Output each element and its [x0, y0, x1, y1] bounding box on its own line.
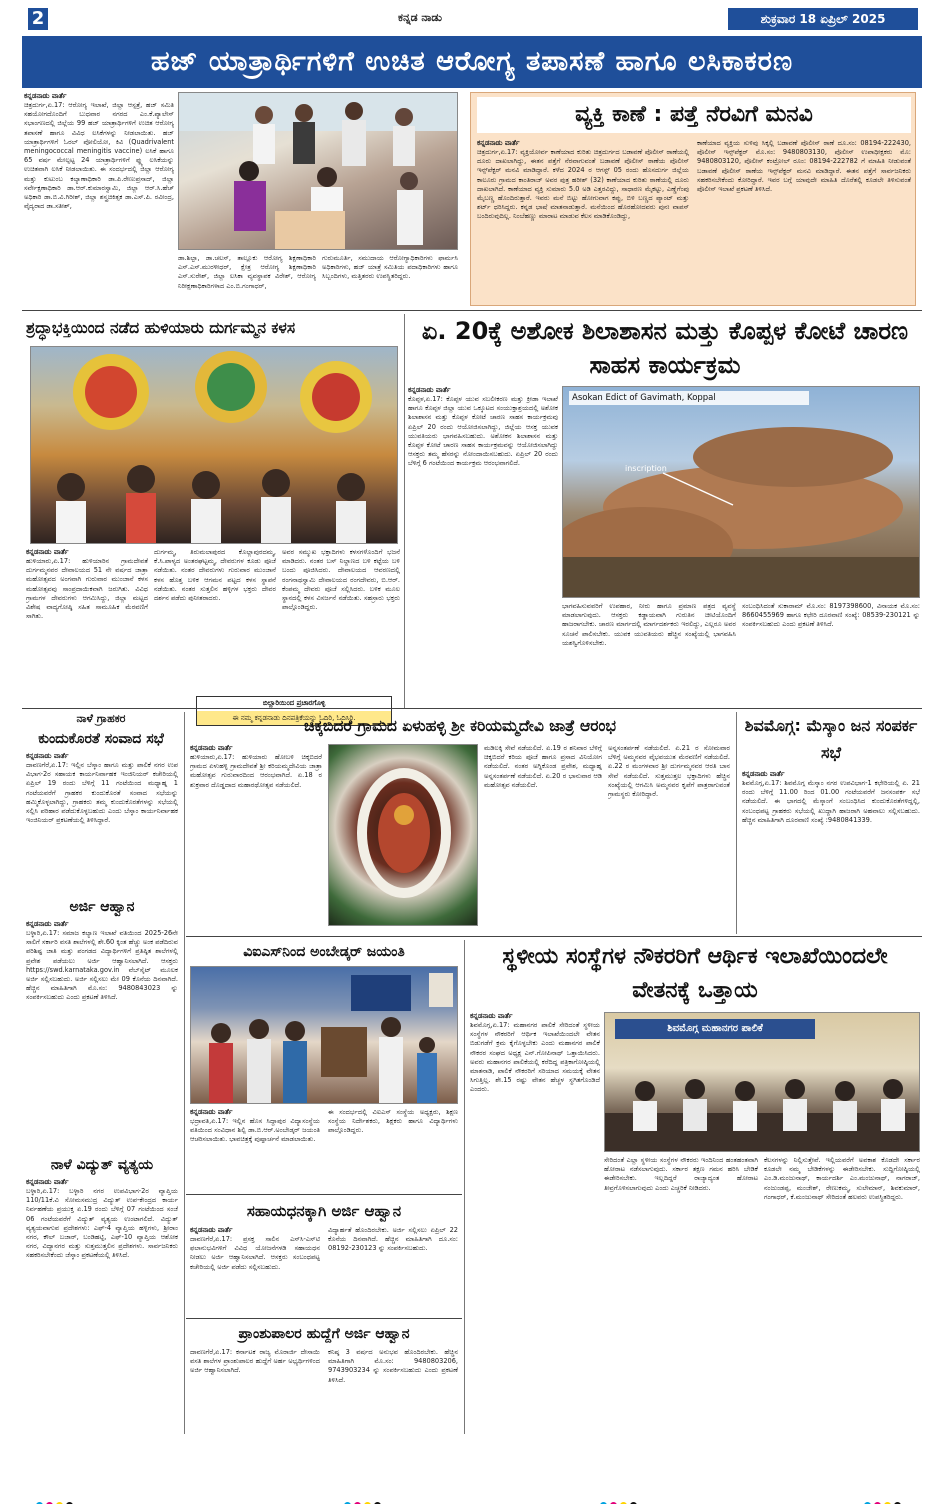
missing-col2: ಕಾಣೆಯಾದ ವ್ಯಕ್ತಿಯ ಸುಳಿವು ಸಿಕ್ಕಲ್ಲಿ ಬಡಾವಣೆ ಪೊಲೀಸ್ ಠಾಣೆ ದೂ.ಸಂ: 08194-222430, ಪೊಲೀಸ್ ಇನ್ಸ್‌ಪೆಕ್ಟರ್ ಮೊ.ಸಂ: 9480803130, ಪೊಲೀಸ್ ಉಪಾಧೀಕ್ಷಕರು ಮೊ: 9480803120, ಪೊಲೀಸ್ ಕಂಟ್ರೋಲ್ ರೂಂ: 08194-222782 ಗೆ ಮಾಹಿತಿ ನೀಡುವಂತೆ ಬಡಾವಣೆ ಪೊಲೀಸ್ ಠಾಣೆಯ ಇನ್ಸ್‌ಪೆಕ್ಟರ್ ಮನವಿ ಮಾಡಿದ್ದಾರೆ. ಈತನ ಪತ್ತೆಗೆ ಸಾರ್ವಜನಿಕರು ಸಹಕರಿಸಬೇಕೆಂದು ಕೋರಿದ್ದಾರೆ. ಇವರ ಬಗ್ಗೆ ಯಾವುದೇ ಮಾಹಿತಿ ದೊರೆತಲ್ಲಿ ಕೂಡಲೇ ತಿಳಿಸುವಂತೆ ಪೊಲೀಸ್ ಇಲಾಖೆ ಪ್ರಕಟಣೆ ತಿಳಿಸಿದೆ.	[697, 139, 911, 194]
ashoka-col2: ಭಾಗವಹಿಸುವವರಿಗೆ ಉಪಹಾರ, ನೀರು ಹಾಗೂ ಪ್ರಮಾಣ ಪತ್ರದ ವ್ಯವಸ್ಥೆ ಮಾಡಲಾಗುವುದು. ಆಸಕ್ತರು ಕಡ್ಡಾಯವಾಗಿ ಗುರುತಿನ ಚೀಟಿಯೊಂದಿಗೆ ಹಾಜರಾಗಬೇಕು. ಚಾರಣ ಮಾರ್ಗದಲ್ಲಿ ಮಾರ್ಗದರ್ಶಕರು ಇರಲಿದ್ದು, ಎಲ್ಲರೂ ಅವರ ಸೂಚನೆ ಪಾಲಿಸಬೇಕು. ಯುವಕ ಯುವತಿಯರು ಹೆಚ್ಚಿನ ಸಂಖ್ಯೆಯಲ್ಲಿ ಭಾಗವಹಿಸಿ ಯಶಸ್ವಿಗೊಳಿಸಬೇಕು.	[562, 602, 736, 647]
principal-headline: ಪ್ರಾಂಶುಪಾಲರ ಹುದ್ದೆಗೆ ಅರ್ಜಿ ಆಹ್ವಾನ	[238, 1326, 410, 1342]
kalasha-photo-illustration	[31, 347, 398, 544]
registration-marks-center-right	[600, 1494, 660, 1504]
bill-title: ಬಿಲ್ಲಾರಿಯಿಂದ ಪ್ರಚಾರಗೊಳ್ಳಿ	[262, 699, 326, 707]
salary-col2: ಸೇರಿದಂತೆ ಎಲ್ಲಾ ಸ್ಥಳೀಯ ಸಂಸ್ಥೆಗಳ ನೌಕರರು ಇಂದಿನಿಂದ ಹಂತಹಂತವಾಗಿ ಹೋರಾಟ ನಡೆಸಲಾಗುವುದು. ಸರ್ಕಾರ ತಕ್ಷಣ ಗಮನ ಹರಿಸಿ ಬೇಡಿಕೆ ಈಡೇರಿಸಬೇಕು. ಇಲ್ಲದಿದ್ದರೆ ರಾಜ್ಯಾದ್ಯಂತ ಹೋರಾಟ ತೀವ್ರಗೊಳಿಸಲಾಗುವುದು ಎಂದು ಎಚ್ಚರಿಕೆ ನೀಡಿದರು.	[604, 1156, 758, 1192]
hajj-photo	[178, 92, 458, 250]
missing-person-box	[470, 92, 916, 306]
byline: ಕನ್ನಡನಾಡು ವಾರ್ತೆ	[742, 770, 785, 778]
vips-photo-illustration	[191, 967, 458, 1104]
salary-photo-illustration	[605, 1013, 920, 1152]
byline: ಕನ್ನಡನಾಡು ವಾರ್ತೆ	[26, 1178, 69, 1186]
article-text: ಶಿವಮೊಗ್ಗ,ಏ.17: ಮಹಾನಗರ ಪಾಲಿಕೆ ಸೇರಿದಂತೆ ಸ್ಥಳೀಯ ಸಂಸ್ಥೆಗಳ ನೌಕರರಿಗೆ ಆರ್ಥಿಕ ಇಲಾಖೆಯಿಂದಲೇ ವೇತನ ಬಿಡುಗಡೆಗೆ ಕ್ರಮ ಕೈಗೊಳ್ಳಬೇಕು ಎಂದು ಮಹಾನಗರ ಪಾಲಿಕೆ ನೌಕರರ ಸಂಘದ ಅಧ್ಯಕ್ಷ ಎನ್.ಗೋಪಿನಾಥ್ ಒತ್ತಾಯಿಸಿದರು. ಅವರು ಮಹಾನಗರ ಪಾಲಿಕೆಯಲ್ಲಿ ಕರೆದಿದ್ದ ಪತ್ರಿಕಾಗೋಷ್ಠಿಯಲ್ಲಿ ಮಾತನಾಡಿ, ಪಾಲಿಕೆ ನೌಕರರಿಗೆ ಸರಿಯಾದ ಸಮಯಕ್ಕೆ ವೇತನ ಸಿಗುತ್ತಿಲ್ಲ. ಶೇ.15 ರಷ್ಟು ವೇತನ ಹೆಚ್ಚಳ ಸ್ಥಗಿತಗೊಂಡಿದೆ ಎಂದರು.	[470, 1021, 600, 1094]
bill-text: ಈ ನಮ್ಮ ಕನ್ನಡನಾಡು ದಿನಪತ್ರಿಕೆಯನ್ನು ಓದಿರಿ, ಓದಿಸಿರಿ.	[197, 711, 391, 725]
grahaka-label: ನಾಳೆ ಗ್ರಾಹಕರ	[76, 712, 126, 725]
grahaka-body	[26, 752, 178, 892]
article-text: ಚಿತ್ರದುರ್ಗ,ಏ.17: ವ್ಯಕ್ತಿಯೋರ್ವ ಕಾಣೆಯಾದ ಕುರಿತು ಚಿತ್ರದುರ್ಗದ ಬಡಾವಣೆ ಪೊಲೀಸ್ ಠಾಣೆಯಲ್ಲಿ ದೂರು ದಾಖಲಾಗಿದ್ದು, ಈತನ ಪತ್ತೆಗೆ ನೆರವಾಗುವಂತೆ ಬಡಾವಣೆ ಪೊಲೀಸ್ ಠಾಣೆಯ ಪೊಲೀಸ್ ಇನ್ಸ್‌ಪೆಕ್ಟರ್ ಮನವಿ ಮಾಡಿದ್ದಾರೆ. ಕಳೆದ 2024 ರ ಆಗಸ್ಟ್ 05 ರಂದು ಹೊಸದುರ್ಗ ಜಿಲ್ಲೆಯ ಕಾಲೂರು ಗ್ರಾಮದ ಕಾಂತಿರಾಜ್ ಅವರ ಪುತ್ರ ಹರೀಶ್ (32) ಕಾಣೆಯಾದ ಕುರಿತು ಠಾಣೆಯಲ್ಲಿ ದೂರು ದಾಖಲಾಗಿದೆ. ಕಾಣೆಯಾದ ವ್ಯಕ್ತಿ ಸುಮಾರು 5.0 ಅಡಿ ಎತ್ತರವಿದ್ದು, ಸಾಧಾರಣ ಮೈಕಟ್ಟು, ಎಣ್ಣೆಗೆಂಪು ಮೈಬಣ್ಣ ಹೊಂದಿರುತ್ತಾರೆ. ಇವರು ಮನೆ ಬಿಟ್ಟು ಹೋಗುವಾಗ ಕಪ್ಪು, ಬಿಳಿ ಬಣ್ಣದ ಪ್ಯಾಂಟ್ ಮತ್ತು ಶರ್ಟ್ ಧರಿಸಿದ್ದರು. ಕನ್ನಡ ಭಾಷೆ ಮಾತನಾಡುತ್ತಾರೆ. ಮನೆಯಿಂದ ಹೊರಹೋದವರು ಪುನಃ ವಾಪಸ್ ಬಂದಿರುವುದಿಲ್ಲ. ನಿಂಬೆಹಣ್ಣು ಮಾರಾಟ ಮಾಡುವ ಕೆಲಸ ಮಾಡಿಕೊಂಡಿದ್ದು,	[477, 148, 689, 221]
byline: ಕನ್ನಡನಾಡು ವಾರ್ತೆ	[470, 1012, 513, 1020]
page-number: 2	[28, 8, 48, 30]
article-text: ಕೊಪ್ಪಳ,ಏ.17: ಕೊಪ್ಪಳ ಯುವ ಸಬಲೀಕರಣ ಮತ್ತು ಕ್ರೀಡಾ ಇಲಾಖೆ ಹಾಗೂ ಕೊಪ್ಪಳ ಜಿಲ್ಲಾ ಯುವ ಒಕ್ಕೂಟದ ಸಂಯುಕ್ತಾಶ್ರಯದಲ್ಲಿ ಅಶೋಕ ಶಿಲಾಶಾಸನ ಮತ್ತು ಕೊಪ್ಪಳ ಕೋಟೆ ಚಾರಣ ಸಾಹಸ ಕಾರ್ಯಕ್ರಮವು ಏಪ್ರಿಲ್ 20 ರಂದು ಆಯೋಜಿಸಲಾಗಿದ್ದು, ಜಿಲ್ಲೆಯ ಆಸಕ್ತ ಯುವಕ ಯುವತಿಯರು ಭಾಗವಹಿಸಬಹುದು. ಅಶೋಕನ ಶಿಲಾಶಾಸನ ಮತ್ತು ಕೊಪ್ಪಳ ಕೋಟೆ ಚಾರಣ ಸಾಹಸ ಕಾರ್ಯಕ್ರಮವನ್ನು ಆಯೋಜಿಸಲಾಗಿದ್ದು ಆಸಕ್ತರು ತಮ್ಮ ಹೆಸರನ್ನು ನೋಂದಾಯಿಸಬಹುದು. ಏಪ್ರಿಲ್ 20 ರಂದು ಬೆಳಿಗ್ಗೆ 6 ಗಂಟೆಯಿಂದ ಕಾರ್ಯಕ್ರಮ ಆರಂಭವಾಗಲಿದೆ.	[408, 395, 558, 468]
article-text: ಬಳ್ಳಾರಿ,ಏ.17: ಬಳ್ಳಾರಿ ನಗರ ಉಪವಿಭಾಗ-2ರ ವ್ಯಾಪ್ತಿಯ 110/11ಕೆ.ವಿ ಸೋಮಸಮುದ್ರ ವಿದ್ಯುತ್ ಉಪ-ಕೇಂದ್ರದ ಕಾರ್ಯ ನಿರ್ವಹಣೆಯ ಪ್ರಯುಕ್ತ ಏ.19 ರಂದು ಬೆಳಿಗ್ಗೆ 07 ಗಂಟೆಯಿಂದ ಸಂಜೆ 06 ಗಂಟೆಯವರೆಗೆ ವಿದ್ಯುತ್ ವ್ಯತ್ಯಯ ಉಂಟಾಗಲಿದೆ. ವಿದ್ಯುತ್ ವ್ಯತ್ಯಯವಾಗುವ ಪ್ರದೇಶಗಳು: ಎಫ್-4 ವ್ಯಾಪ್ತಿಯ ಹಳ್ಳಿಗಳು, ಶ್ರೀರಾಂ ನಗರ, ಕೌಲ್ ಬಜಾರ್, ಬಂಡಿಹಟ್ಟಿ, ಎಫ್-10 ವ್ಯಾಪ್ತಿಯ ಆಶೋಕ ನಗರ, ವಿದ್ಯಾನಗರ ಮತ್ತು ಸುತ್ತಮುತ್ತಲಿನ ಪ್ರದೇಶಗಳು. ಸಾರ್ವಜನಿಕರು ಸಹಕರಿಸಬೇಕೆಂದು ಜೆಸ್ಕಾಂ ಪ್ರಕಟಣೆಯಲ್ಲಿ ತಿಳಿಸಿದೆ.	[26, 1187, 178, 1260]
byline: ಕನ್ನಡನಾಡು ವಾರ್ತೆ	[408, 386, 451, 394]
salary-headline: ಸ್ಥಳೀಯ ಸಂಸ್ಥೆಗಳ ನೌಕರರಿಗೆ ಆರ್ಥಿಕ ಇಲಾಖೆಯಿಂದಲೇ ವೇತನಕ್ಕೆ ಒತ್ತಾಯ	[502, 944, 888, 1003]
missing-col1	[477, 139, 689, 301]
vips-photo	[190, 966, 458, 1104]
arji-headline: ಅರ್ಜಿ ಆಹ್ವಾನ	[69, 899, 135, 915]
karimma-col1	[190, 744, 322, 934]
ashoka-photo	[562, 386, 920, 598]
principal-col1: ದಾವಣಗೆರೆ,ಏ.17: ಕರ್ನಾಟಕ ರಾಜ್ಯ ಮೊರಾರ್ಜಿ ದೇಸಾಯಿ ವಸತಿ ಶಾಲೆಗಳ ಪ್ರಾಂಶುಪಾಲರ ಹುದ್ದೆಗೆ ಅರ್ಹ ಅಭ್ಯರ್ಥಿಗಳಿಂದ ಅರ್ಜಿ ಆಹ್ವಾನಿಸಲಾಗಿದೆ.	[190, 1348, 320, 1375]
kalasha-col3: ಅವರ ಸಮ್ಮುಖ ಭಕ್ತಾದಿಗಳು ಕಳಸಗಳೊಂದಿಗೆ ಭಜನೆ ಮಾಡಿದರು. ನಂತರ ಬಸ್ ನಿಲ್ದಾಣದ ಬಳಿ ಕಟ್ಟೆಯ ಬಳಿ ಬಂದು ಪೂಜಿಸಿದರು. ದೇವಾಲಯದ ಆವರಣದಲ್ಲಿ ರಂಗನಾಥಸ್ವಾಮಿ ದೇವಾಲಯದ ರಂಗದೇವರು, ಬಿ.ಆರ್. ಕೆಂಪಮ್ಮ ದೇವರು ಪೂಜೆ ಸಲ್ಲಿಸಿದರು. ಬಳಿಕ ಮೂಲ ಸ್ಥಾನದಲ್ಲಿ ಕಳಸ ವಿಸರ್ಜನೆ ನಡೆಯಿತು. ಸಹಸ್ರಾರು ಭಕ್ತರು ಪಾಲ್ಗೊಂಡಿದ್ದರು.	[282, 548, 400, 612]
ashoka-photo-illustration	[563, 387, 920, 598]
arji-body	[26, 920, 178, 1152]
article-text: ಶಿವಮೊಗ್ಗ,ಏ.17: ಶಿವಮೊಗ್ಗ ಮೆಸ್ಕಾಂ ನಗರ ಉಪವಿಭಾಗ-1 ಕಛೇರಿಯಲ್ಲಿ ಏ. 21 ರಂದು ಬೆಳಿಗ್ಗೆ 11.00 ರಿಂದ 01.00 ಗಂಟೆಯವರೆಗೆ ಜನಸಂಪರ್ಕ ಸಭೆ ನಡೆಯಲಿದೆ. ಈ ಭಾಗದಲ್ಲಿ ಮೆಸ್ಕಾಂಗೆ ಸಂಬಂಧಿಸಿದ ಕುಂದುಕೊರತೆಗಳಿದ್ದಲ್ಲಿ, ಸಂಬಂಧಪಟ್ಟ ಗ್ರಾಹಕರು ಸಭೆಯಲ್ಲಿ ಖುದ್ದಾಗಿ ಹಾಜರಾಗಿ ಅಹವಾಲು ಸಲ್ಲಿಸಬಹುದು. ಹೆಚ್ಚಿನ ಮಾಹಿತಿಗಾಗಿ ದೂರವಾಣಿ ಸಂಖ್ಯೆ :9480841339.	[742, 779, 920, 824]
article-text: ದಾವಣಗೆರೆ,ಏ.17: ಪ್ರಸಕ್ತ ಸಾಲಿನ ಎಸ್‌ಸಿ-ಎಸ್‌ಟಿ ಫಲಾನುಭವಿಗಳಿಗೆ ವಿವಿಧ ಯೋಜನೆಗಳಡಿ ಸಹಾಯಧನ ನೀಡಲು ಅರ್ಜಿ ಆಹ್ವಾನಿಸಲಾಗಿದೆ. ಆಸಕ್ತರು ಸಂಬಂಧಪಟ್ಟ ಕಚೇರಿಯಲ್ಲಿ ಅರ್ಜಿ ಪಡೆದು ಸಲ್ಲಿಸಬಹುದು.	[190, 1235, 320, 1271]
karimma-col2: ಮಡಿಲಕ್ಕಿ ಸೇವೆ ನಡೆಯಲಿದೆ. ಏ.19 ರ ಶನಿವಾರ ಬೆಳಿಗ್ಗೆ ಚಿಕ್ಕಬಿದರೆ ಕರಿಯ ಪೂಜೆ ಹಾಗೂ ಪ್ರಸಾದ ವಿನಿಯೋಗ ನಡೆಯಲಿದೆ. ನಂತರ ಅಗ್ನಿಕೊಂಡ ಪ್ರವೇಶ, ಮಧ್ಯಾಹ್ನ ಅನ್ನಸಂತರ್ಪಣೆ ನಡೆಯಲಿದೆ. ಏ.20 ರ ಭಾನುವಾರ ಆಡಿ ಮಹೋತ್ಸವ ನಡೆಯಲಿದೆ.	[484, 744, 602, 789]
salary-col3: ಕೆಲಸಗಳನ್ನು ನಿಲ್ಲಿಸುತ್ತೇವೆ. ಇಲ್ಲಿಯವರೆಗೆ ಅವಕಾಶ ಕೊಡದೇ ಸರ್ಕಾರ ಕೂಡಲೇ ನಮ್ಮ ಬೇಡಿಕೆಗಳನ್ನು ಈಡೇರಿಸಬೇಕು. ಸುದ್ದಿಗೋಷ್ಠಿಯಲ್ಲಿ ಎಂ.ಡಿ.ಮಂಜುನಾಥ್, ಕಾರ್ಯದರ್ಶಿ ಎಂ.ಮಂಜುನಾಥ್, ನಾಗರಾಜ್, ನಂಜುಂಡಪ್ಪ, ಮಂಜೇಶ್, ರೇಣುಕಮ್ಮ, ಸುಲೇಮಾನ್, ಶಿವಕುಮಾರ್, ಗಂಗಾಧರ್, ಕೆ.ಮಂಜುನಾಥ್ ಸೇರಿದಂತೆ ಹಲವರು ಉಪಸ್ಥಿತರಿದ್ದರು.	[764, 1156, 920, 1201]
kalasha-photo	[30, 346, 398, 544]
byline: ಕನ್ನಡನಾಡು ವಾರ್ತೆ	[190, 744, 233, 752]
karimma-col3: ಅನ್ನಸಂತರ್ಪಣೆ ನಡೆಯಲಿದೆ. ಏ.21 ರ ಸೋಮವಾರ ಬೆಳಿಗ್ಗೆ ಅಮ್ಮನವರ ವೈಭವಯುತ ಮೆರವಣಿಗೆ ನಡೆಯಲಿದೆ. ಏ.22 ರ ಮಂಗಳವಾರ ಶ್ರೀ ದುರ್ಗಮ್ಮನವರ ಆರತಿ ಬಾನ ಸೇವೆ ನಡೆಯಲಿದೆ. ಸುತ್ತಮುತ್ತಲ ಭಕ್ತಾದಿಗಳು ಹೆಚ್ಚಿನ ಸಂಖ್ಯೆಯಲ್ಲಿ ಆಗಮಿಸಿ ಅಮ್ಮನವರ ಕೃಪೆಗೆ ಪಾತ್ರರಾಗುವಂತೆ ಗ್ರಾಮಸ್ಥರು ಕೋರಿದ್ದಾರೆ.	[608, 744, 730, 799]
registration-marks-right	[864, 1494, 924, 1504]
salary-col1	[470, 1012, 600, 1434]
ashoka-photo-title: Asokan Edict of Gavimath, Koppal	[569, 391, 809, 405]
article-text: ಭದ್ರಾವತಿ,ಏ.17: ಇಲ್ಲಿನ ಹೊಸ ಸಿದ್ದಾಪುರ ವಿದ್ಯಾಸಂಸ್ಥೆಯ ವತಿಯಿಂದ ಸಂವಿಧಾನ ಶಿಲ್ಪಿ ಡಾ.ಬಿ.ಆರ್.ಅಂಬೇಡ್ಕರ್ ಜಯಂತಿ ಆಚರಿಸಲಾಯಿತು. ಭಾವಚಿತ್ರಕ್ಕೆ ಪುಷ್ಪಾರ್ಚನೆ ಮಾಡಲಾಯಿತು.	[190, 1117, 320, 1144]
hajj-caption-col2: ಗುರುಮೂರ್ತಿ, ಸಮುದಾಯ ಆರೋಗ್ಯಾಧಿಕಾರಿಗಳು ಫಾರ್ಮಸಿ ಅಧಿಕಾರಿಗಳು, ಹಜ್ ಯಾತ್ರೆ ಸಮಿತಿಯ ಪದಾಧಿಕಾರಿಗಳು ಹಾಗೂ ಸಿಬ್ಬಂದಿಗಳು, ಮತ್ತಿತರರು ಉಪಸ್ಥಿತರಿದ್ದರು.	[322, 254, 458, 281]
power-headline: ನಾಳೆ ವಿದ್ಯುತ್ ವ್ಯತ್ಯಯ	[50, 1157, 154, 1173]
power-body	[26, 1178, 178, 1428]
byline: ಕನ್ನಡನಾಡು ವಾರ್ತೆ	[26, 920, 69, 928]
article-text: ಬಳ್ಳಾರಿ,ಏ.17: ಸಮಾಜ ಕಲ್ಯಾಣ ಇಲಾಖೆ ವತಿಯಿಂದ 2025-26ನೇ ಸಾಲಿಗೆ ಸರ್ಕಾರಿ ವಸತಿ ಶಾಲೆಗಳಲ್ಲಿ ಶೇ.60 ಕ್ಕಿಂತ ಹೆಚ್ಚು ಅಂಕ ಪಡೆದಿರುವ ಪರಿಶಿಷ್ಟ ಜಾತಿ ಮತ್ತು ಪಂಗಡದ ವಿದ್ಯಾರ್ಥಿಗಳಿಗೆ ಪ್ರತಿಷ್ಠಿತ ಶಾಲೆಗಳಲ್ಲಿ ಪ್ರವೇಶ ಪಡೆಯಲು ಅರ್ಜಿ ಆಹ್ವಾನಿಸಲಾಗಿದೆ. ಆಸಕ್ತರು https://swd.karnataka.gov.in ವೆಬ್‌ಸೈಟ್ ಮೂಲಕ ಅರ್ಜಿ ಸಲ್ಲಿಸಬಹುದು. ಅರ್ಜಿ ಸಲ್ಲಿಸಲು ಮೇ 09 ಕೊನೆಯ ದಿನವಾಗಿದೆ. ಹೆಚ್ಚಿನ ಮಾಹಿತಿಗಾಗಿ ಮೊ.ಸಂ: 9480843023 ನ್ನು ಸಂಪರ್ಕಿಸಬಹುದು ಎಂದು ಪ್ರಕಟಣೆ ತಿಳಿಸಿದೆ.	[26, 929, 178, 1002]
ashoka-col1	[408, 386, 558, 706]
ashoka-col3: ಸಂಬಂಧಿಸಿದಂತೆ ಸುಕಾರಾಮ್ ಮೊ.ಸಂ: 8197398600, ವಿನಾಯಕ ಮೊ.ಸಂ: 8660455969 ಹಾಗೂ ಕಛೇರಿ ದೂರವಾಣಿ ಸಂಖ್ಯೆ: 08539-230121 ನ್ನು ಸಂಪರ್ಕಿಸಬಹುದು ಎಂದು ಪ್ರಕಟಣೆ ತಿಳಿಸಿದೆ.	[742, 602, 920, 629]
sahaya-headline: ಸಹಾಯಧನಕ್ಕಾಗಿ ಅರ್ಜಿ ಆಹ್ವಾನ	[246, 1202, 402, 1220]
sahaya-col1	[190, 1226, 320, 1316]
ashoka-headline: ಏ. 20ಕ್ಕೆ ಅಶೋಕ ಶಿಲಾಶಾಸನ ಮತ್ತು ಕೊಪ್ಪಳ ಕೋಟೆ ಚಾರಣ ಸಾಹಸ ಕಾರ್ಯಕ್ರಮ	[421, 317, 909, 379]
principal-col2: ಕನಿಷ್ಠ 3 ವರ್ಷದ ಅನುಭವ ಹೊಂದಿರಬೇಕು. ಹೆಚ್ಚಿನ ಮಾಹಿತಿಗಾಗಿ ಮೊ.ಸಂ: 9480803206, 9743903234 ನ್ನು ಸಂಪರ್ಕಿಸಬಹುದು ಎಂದು ಪ್ರಕಟಣೆ ತಿಳಿಸಿದೆ.	[328, 1348, 458, 1384]
vips-headline: ವಿಐಎಸ್‌ನಿಂದ ಅಂಬೇಡ್ಕರ್ ಜಯಂತಿ	[243, 944, 405, 960]
paper-name: ಕನ್ನಡ ನಾಡು	[398, 11, 442, 24]
vips-col1	[190, 1108, 320, 1192]
kalasha-col1	[26, 548, 148, 698]
article-text: ಹುಳಿಯಾರು,ಏ.17: ಹುಳಿಯಾರಿನ ಗ್ರಾಮದೇವತೆ ದುರ್ಗಮ್ಮನವರ ದೇವಾಲಯದ 51 ನೇ ವರ್ಷದ ಜಾತ್ರಾ ಮಹೋತ್ಸವದ ಅಂಗವಾಗಿ ಗುರುವಾರ ಮುಂಜಾನೆ ಕಳಸ ಮಹೋತ್ಸವವು ಸಾಂಪ್ರದಾಯಿಕವಾಗಿ ಜರುಗಿತು. ವಿವಿಧ ಗ್ರಾಮಗಳ ದೇವರುಗಳು ಆಗಮಿಸಿದ್ದು, ಜಿಲ್ಲಾ ಮಟ್ಟದ ವಿಶೇಷ ವಾದ್ಯಗೋಷ್ಠಿ ಸಹಿತ ಸಾಮೂಹಿಕ ಮೆರವಣಿಗೆ ಸಾಗಿತು.	[26, 557, 148, 621]
salary-photo-banner: ಶಿವಮೊಗ್ಗ ಮಹಾನಗರ ಪಾಲಿಕೆ	[615, 1019, 815, 1039]
byline: ಕನ್ನಡನಾಡು ವಾರ್ತೆ	[190, 1226, 233, 1234]
vips-col2: ಈ ಸಂದರ್ಭದಲ್ಲಿ ವಿಐಎಸ್ ಸಂಸ್ಥೆಯ ಅಧ್ಯಕ್ಷರು, ಶಿಕ್ಷಣ ಸಂಸ್ಥೆಯ ನಿರ್ದೇಶಕರು, ಶಿಕ್ಷಕರು ಹಾಗೂ ವಿದ್ಯಾರ್ಥಿಗಳು ಪಾಲ್ಗೊಂಡಿದ್ದರು.	[328, 1108, 458, 1135]
byline: ಕನ್ನಡನಾಡು ವಾರ್ತೆ	[26, 548, 69, 556]
masthead	[0, 6, 945, 32]
kalasha-headline: ಶ್ರದ್ಧಾಭಕ್ತಿಯಿಂದ ನಡೆದ ಹುಳಿಯಾರು ದುರ್ಗಮ್ಮನ ಕಳಸ	[26, 319, 296, 337]
sahaya-col2: ವಿದ್ಯಾರ್ಹತೆ ಹೊಂದಿರಬೇಕು. ಅರ್ಜಿ ಸಲ್ಲಿಸಲು ಏಪ್ರಿಲ್ 22 ಕೊನೆಯ ದಿನವಾಗಿದೆ. ಹೆಚ್ಚಿನ ಮಾಹಿತಿಗಾಗಿ ದೂ.ಸಂ: 08192-230123 ನ್ನು ಸಂಪರ್ಕಿಸಬಹುದು.	[328, 1226, 458, 1253]
kalasha-col2: ದುರ್ಗಮ್ಮ, ತಿರುಮಲಾಪುರದ ಕೊಲ್ಲಾಪುರದಮ್ಮ, ಕೆ.ಸಿ.ಪಾಳ್ಯದ ಅಂತರಘಟ್ಟಮ್ಮ, ದೇವರುಗಳ ಕೂಡು ಪೂಜೆ ನಡೆಯಿತು. ನಂತರ ದೇವರುಗಳು ಗುರುವಾರ ಮುಂಜಾನೆ ಕಳಸ ಹೊತ್ತ ಬಳಿಕ ಆಗಮನ ಪಟ್ಟದ ಕಳಸ ಸ್ಥಾಪನೆ ನಡೆಯಿತು. ನಂತರ ಸುತ್ತಲಿನ ಹಳ್ಳಿಗಳ ಭಕ್ತರು ದೇವರ ದರ್ಶನ ಪಡೆದು ಪುನೀತರಾದರು.	[154, 548, 276, 603]
byline: ಕನ್ನಡನಾಡು ವಾರ್ತೆ	[477, 139, 520, 147]
mescom-body	[742, 770, 920, 934]
article-text: ಹುಳಿಯಾರು,ಏ.17: ಹುಳಿಯಾರು ಹೋಬಳಿ ಚಿಕ್ಕಬಿದರೆ ಗ್ರಾಮದ ಏಳುಹಳ್ಳಿ ಗ್ರಾಮದೇವತೆ ಶ್ರೀ ಕರಿಯಮ್ಮದೇವಿಯ ಜಾತ್ರಾ ಮಹೋತ್ಸವ ಗುರುವಾರದಿಂದ ಆರಂಭವಾಗಿದೆ. ಏ.18 ರ ಶುಕ್ರವಾರ ದೊಡ್ಡದಾದ ಮಹಾರಥೋತ್ಸವ ನಡೆಯಲಿದೆ.	[190, 753, 322, 789]
salary-photo	[604, 1012, 920, 1152]
article-text: ಚಿತ್ರದುರ್ಗ,ಏ.17: ಆರೋಗ್ಯ ಇಲಾಖೆ, ಜಿಲ್ಲಾ ಆಸ್ಪತ್ರೆ, ಹಜ್ ಸಮಿತಿ ಸಹಯೋಗದೊಂದಿಗೆ ಬುಧವಾರ ನಗರದ ಎಂ.ಕೆ.ಪ್ಯಾಲೇಸ್ ಸಭಾಂಗಣದಲ್ಲಿ ಜಿಲ್ಲೆಯ 99 ಹಜ್ ಯಾತ್ರಾರ್ಥಿಗಳಿಗೆ ಉಚಿತ ಆರೋಗ್ಯ ತಪಾಸಣೆ ಹಾಗೂ ವಿವಿಧ ಲಸಿಕೆಗಳನ್ನು ನೀಡಲಾಯಿತು. ಹಜ್ ಯಾತ್ರಾರ್ಥಿಗಳಿಗೆ ಓರಲ್ ಪೋಲಿಯೋ, ಕಿವಿ (Quadrivalent meningococcal meningitis vaccine) ಲಸಿಕೆ ಹಾಗೂ 65 ವರ್ಷ ಮೇಲ್ಪಟ್ಟ 24 ಯಾತ್ರಾರ್ಥಿಗಳಿಗೆ ಫ್ಲ್ಯು ಲಸಿಕೆಯನ್ನು ಉಚಿತವಾಗಿ ಲಸಿಕೆ ನೀಡಲಾಯಿತು. ಈ ಸಂದರ್ಭದಲ್ಲಿ ಜಿಲ್ಲಾ ಆರೋಗ್ಯ ಮತ್ತು ಕುಟುಂಬ ಕಲ್ಯಾಣಾಧಿಕಾರಿ ಡಾ.ಪಿ.ರೇಣುಪ್ರಸಾದ್, ಜಿಲ್ಲಾ ಸರ್ವೇಕ್ಷಣಾಧಿಕಾರಿ ಡಾ.ಆರ್.ಕುಮಾರಸ್ವಾಮಿ, ಜಿಲ್ಲಾ ಆರ್.ಸಿ.ಹೆಚ್ ಅಧಿಕಾರಿ ಡಾ.ಬಿ.ವಿ.ಗಿರೀಶ್, ಜಿಲ್ಲಾ ಶಸ್ತ್ರಚಿಕಿತ್ಸಕ ಡಾ.ಎಸ್.ಪಿ. ರವೀಂದ್ರ, ವೈದ್ಯರಾದ ಡಾ.ಸತೀಶ್,	[24, 101, 174, 211]
byline: ಕನ್ನಡನಾಡು ವಾರ್ತೆ	[26, 752, 69, 760]
banner-headline: ಹಜ್ ಯಾತ್ರಾರ್ಥಿಗಳಿಗೆ ಉಚಿತ ಆರೋಗ್ಯ ತಪಾಸಣೆ ಹಾಗೂ ಲಸಿಕಾಕರಣ	[22, 36, 922, 88]
hajj-caption-col1: ಡಾ.ಶಿಲ್ಪಾ, ಡಾ.ಚಲಸ್, ತಾಲ್ಲೂಕು ಆರೋಗ್ಯ ಶಿಕ್ಷಣಾಧಿಕಾರಿ ಎಸ್.ಎಸ್.ಮುರಳೀಧರ್, ಕ್ಷೇತ್ರ ಆರೋಗ್ಯ ಶಿಕ್ಷಣಾಧಿಕಾರಿ ಎಸ್.ಸುರೇಶ್, ಜಿಲ್ಲಾ ಲಸಿಕಾ ವ್ಯವಸ್ಥಾಪಕ ವಿರೇಶ್, ಆರೋಗ್ಯ ನಿರೀಕ್ಷಣಾಧಿಕಾರಿಗಳಾದ ಎಂ.ಬಿ.ಗಂಗಾಧರ್,	[178, 254, 316, 290]
hajj-article-body	[24, 92, 174, 306]
registration-marks-left	[36, 1494, 96, 1504]
article-text: ದಾವಣಗೆರೆ,ಏ.17: ಇಲ್ಲಿನ ಬೆಸ್ಕಾಂ ಹಾಗೂ ಮತ್ತು ಪಾಲಿಕೆ ನಗರ ಉಪ ವಿಭಾಗ-2ರ ಸಹಾಯಕ ಕಾರ್ಯನಿರ್ವಾಹಕ ಇಂಜಿನಿಯರ್ ಕಚೇರಿಯಲ್ಲಿ ಏಪ್ರಿಲ್ 19 ರಂದು ಬೆಳಿಗ್ಗೆ 11 ಗಂಟೆಯಿಂದ ಮಧ್ಯಾಹ್ನ 1 ಗಂಟೆಯವರೆಗೆ ಗ್ರಾಹಕರ ಕುಂದುಕೊರತೆ ಸಂವಾದ ಸಭೆಯನ್ನು ಹಮ್ಮಿಕೊಳ್ಳಲಾಗಿದ್ದು, ಗ್ರಾಹಕರು ತಮ್ಮ ಕುಂದುಕೊರತೆಗಳನ್ನು ಸಭೆಯಲ್ಲಿ ಸಲ್ಲಿಸಿ ಪರಿಹಾರ ಪಡೆದುಕೊಳ್ಳಬಹುದು ಎಂದು ಬೆಸ್ಕಾಂ ಕಾರ್ಯನಿರ್ವಾಹಕ ಇಂಜಿನಿಯರ್ ಪ್ರಕಟಣೆಯಲ್ಲಿ ತಿಳಿಸಿದ್ದಾರೆ.	[26, 761, 178, 825]
issue-date: ಶುಕ್ರವಾರ 18 ಏಪ್ರಿಲ್ 2025	[728, 8, 918, 30]
mescom-headline: ಶಿವಮೊಗ್ಗ: ಮೆಸ್ಕಾಂ ಜನ ಸಂಪರ್ಕ ಸಭೆ	[744, 716, 918, 762]
byline: ಕನ್ನಡನಾಡು ವಾರ್ತೆ	[24, 92, 67, 100]
registration-marks-center-left	[344, 1494, 404, 1504]
karimma-photo	[328, 744, 478, 926]
karimma-headline: ಚಿಕ್ಕಬಿದರೆ ಗ್ರಾಮದ ಏಳುಹಳ್ಳಿ ಶ್ರೀ ಕರಿಯಮ್ಮದೇವಿ ಜಾತ್ರೆ ಆರಂಭ	[304, 717, 616, 735]
ashoka-photo-label: inscription	[625, 464, 667, 473]
missing-headline: ವ್ಯಕ್ತಿ ಕಾಣೆ : ಪತ್ತೆ ನೆರವಿಗೆ ಮನವಿ	[477, 97, 911, 133]
karimma-photo-illustration	[329, 745, 478, 926]
hajj-photo-illustration	[179, 93, 458, 250]
byline: ಕನ್ನಡನಾಡು ವಾರ್ತೆ	[190, 1108, 233, 1116]
grahaka-headline: ಕುಂದುಕೊರತೆ ಸಂವಾದ ಸಭೆ	[38, 731, 164, 747]
